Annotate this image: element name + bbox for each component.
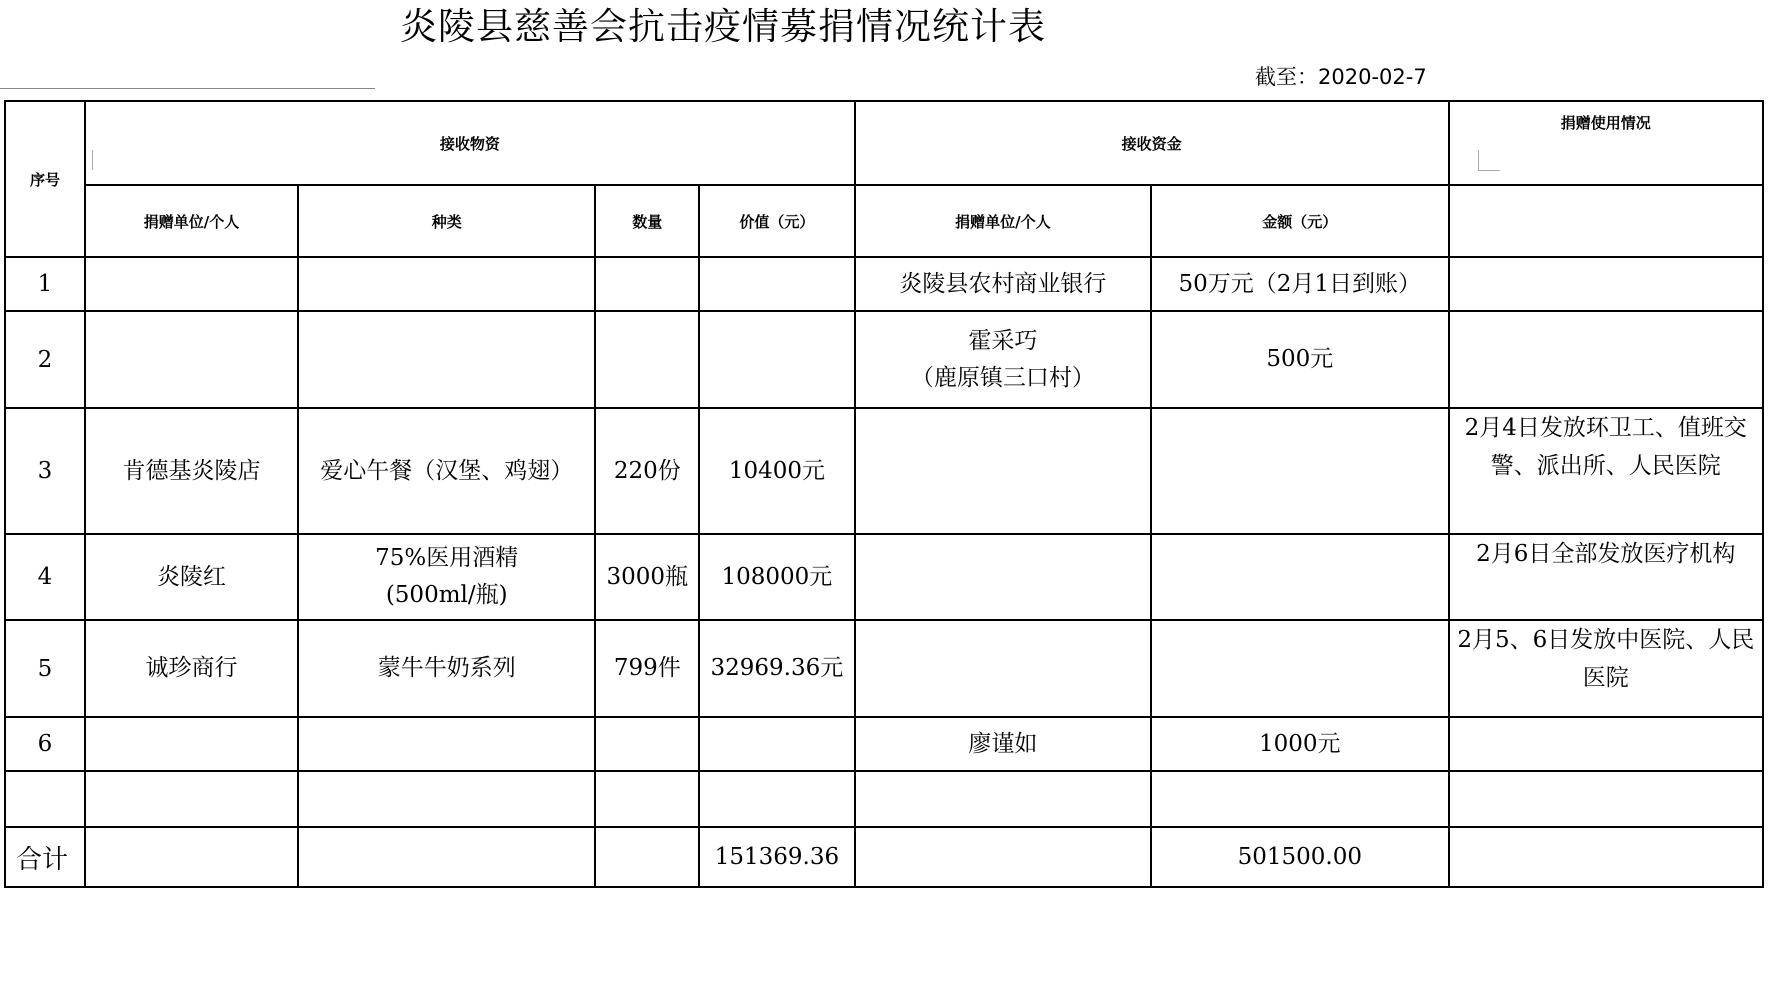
totals-blank bbox=[85, 827, 298, 887]
usage-cell: 2月5、6日发放中医院、人民医院 bbox=[1449, 620, 1763, 717]
totals-blank bbox=[298, 827, 596, 887]
header-row-2 bbox=[5, 185, 1763, 257]
goods-qty-cell: 220份 bbox=[595, 408, 699, 534]
totals-goods-value: 151369.36 bbox=[699, 827, 855, 887]
table-row bbox=[5, 620, 1763, 717]
goods-donor-cell bbox=[85, 771, 298, 827]
row-index: 1 bbox=[5, 257, 85, 311]
funds-donor-cell: 廖谨如 bbox=[855, 717, 1151, 771]
header-goods-donor: 捐赠单位/个人 bbox=[85, 185, 298, 257]
row-index bbox=[5, 771, 85, 827]
goods-qty-cell: 3000瓶 bbox=[595, 534, 699, 620]
usage-cell bbox=[1449, 717, 1763, 771]
alignment-tick bbox=[1478, 150, 1479, 170]
header-funds-donor: 捐赠单位/个人 bbox=[855, 185, 1151, 257]
goods-type-cell bbox=[298, 257, 596, 311]
goods-qty-cell bbox=[595, 717, 699, 771]
goods-donor-cell: 诚珍商行 bbox=[85, 620, 298, 717]
row-index: 4 bbox=[5, 534, 85, 620]
row-index: 3 bbox=[5, 408, 85, 534]
header-funds-amount: 金额（元） bbox=[1151, 185, 1449, 257]
funds-amount-cell bbox=[1151, 771, 1449, 827]
goods-type-cell: 蒙牛牛奶系列 bbox=[298, 620, 596, 717]
goods-value-cell bbox=[699, 771, 855, 827]
row-index: 5 bbox=[5, 620, 85, 717]
alignment-tick bbox=[92, 150, 93, 170]
goods-type-cell: 75%医用酒精(500ml/瓶) bbox=[298, 534, 596, 620]
header-goods-group: 接收物资 bbox=[85, 101, 855, 185]
as-of-date: 截至：2020-02-7 bbox=[1255, 65, 1427, 89]
goods-donor-cell: 肯德基炎陵店 bbox=[85, 408, 298, 534]
funds-amount-cell: 1000元 bbox=[1151, 717, 1449, 771]
totals-blank bbox=[595, 827, 699, 887]
goods-qty-cell bbox=[595, 771, 699, 827]
funds-donor-cell bbox=[855, 408, 1151, 534]
goods-qty-cell bbox=[595, 257, 699, 311]
goods-type-cell bbox=[298, 311, 596, 408]
funds-donor-cell bbox=[855, 771, 1151, 827]
row-index: 6 bbox=[5, 717, 85, 771]
totals-label: 合计 bbox=[5, 827, 85, 887]
donation-table bbox=[4, 100, 1764, 888]
goods-donor-cell bbox=[85, 257, 298, 311]
goods-value-cell bbox=[699, 257, 855, 311]
goods-donor-cell bbox=[85, 717, 298, 771]
goods-type-cell: 爱心午餐（汉堡、鸡翅） bbox=[298, 408, 596, 534]
header-goods-value: 价值（元） bbox=[699, 185, 855, 257]
header-row-1 bbox=[5, 101, 1763, 185]
totals-blank bbox=[1449, 827, 1763, 887]
totals-blank bbox=[855, 827, 1151, 887]
usage-cell bbox=[1449, 311, 1763, 408]
funds-amount-cell bbox=[1151, 620, 1449, 717]
usage-cell: 2月4日发放环卫工、值班交警、派出所、人民医院 bbox=[1449, 408, 1763, 534]
goods-value-cell bbox=[699, 311, 855, 408]
usage-cell: 2月6日全部发放医疗机构 bbox=[1449, 534, 1763, 620]
funds-amount-cell: 500元 bbox=[1151, 311, 1449, 408]
goods-value-cell: 10400元 bbox=[699, 408, 855, 534]
goods-qty-cell: 799件 bbox=[595, 620, 699, 717]
header-usage: 捐赠使用情况 bbox=[1449, 101, 1763, 185]
header-goods-type: 种类 bbox=[298, 185, 596, 257]
funds-amount-cell bbox=[1151, 534, 1449, 620]
row-index: 2 bbox=[5, 311, 85, 408]
header-usage-blank bbox=[1449, 185, 1763, 257]
goods-type-cell bbox=[298, 717, 596, 771]
table-row bbox=[5, 311, 1763, 408]
totals-funds-amount: 501500.00 bbox=[1151, 827, 1449, 887]
goods-donor-cell: 炎陵红 bbox=[85, 534, 298, 620]
goods-value-cell: 32969.36元 bbox=[699, 620, 855, 717]
table-row bbox=[5, 771, 1763, 827]
page-title: 炎陵县慈善会抗击疫情募捐情况统计表 bbox=[400, 5, 1046, 48]
usage-cell bbox=[1449, 257, 1763, 311]
funds-donor-cell: 霍采巧 （鹿原镇三口村） bbox=[855, 311, 1151, 408]
funds-amount-cell bbox=[1151, 408, 1449, 534]
header-funds-group: 接收资金 bbox=[855, 101, 1449, 185]
alignment-tick bbox=[1478, 170, 1500, 171]
header-goods-qty: 数量 bbox=[595, 185, 699, 257]
goods-value-cell: 108000元 bbox=[699, 534, 855, 620]
funds-donor-cell bbox=[855, 534, 1151, 620]
table-row bbox=[5, 257, 1763, 311]
totals-row bbox=[5, 827, 1763, 887]
funds-amount-cell: 50万元（2月1日到账） bbox=[1151, 257, 1449, 311]
funds-donor-cell bbox=[855, 620, 1151, 717]
funds-donor-cell: 炎陵县农村商业银行 bbox=[855, 257, 1151, 311]
goods-qty-cell bbox=[595, 311, 699, 408]
goods-donor-cell bbox=[85, 311, 298, 408]
table-row bbox=[5, 408, 1763, 534]
table-row bbox=[5, 717, 1763, 771]
goods-value-cell bbox=[699, 717, 855, 771]
top-rule bbox=[0, 88, 375, 89]
goods-type-cell bbox=[298, 771, 596, 827]
usage-cell bbox=[1449, 771, 1763, 827]
header-index: 序号 bbox=[5, 101, 85, 257]
table-row bbox=[5, 534, 1763, 620]
